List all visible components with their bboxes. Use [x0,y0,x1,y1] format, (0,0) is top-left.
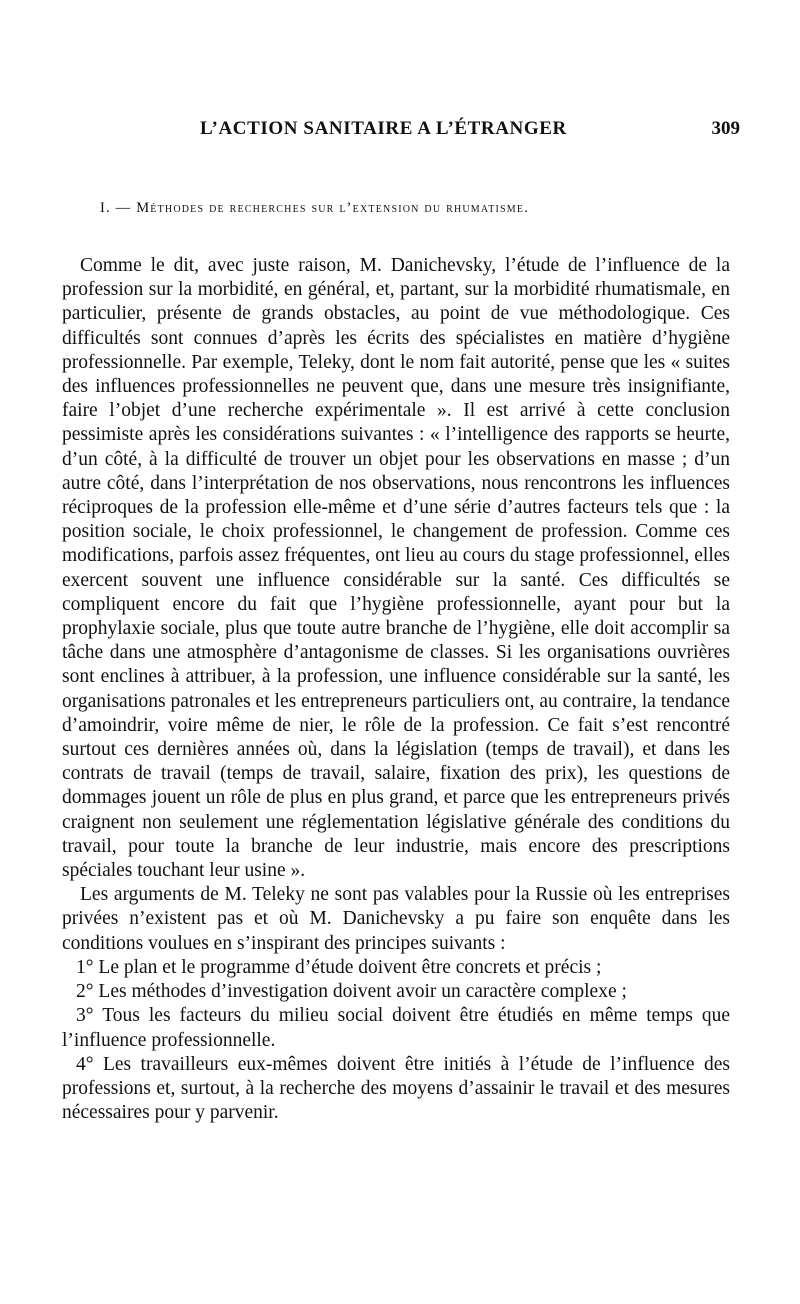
principle-item-2: 2° Les méthodes d’investigation doivent avoir un caractère complexe ; [76,981,627,1003]
body-text [62,254,730,1125]
paragraph-arguments: Les arguments de M. Teleky ne sont pas valables pour la Russie où les entreprises privées n’existent pas et où M. Danichevsky a pu faire son enquête dans les conditions voulues en s’inspirant des principes suivants : [62,884,730,954]
running-header [60,118,740,148]
paragraph-intro: Comme le dit, avec juste raison, M. Danichevsky, l’étude de l’influence de la profession sur la morbidité, en général, et, partant, sur la morbidité rhumatismale, en particulier, présente de grands obstacles, au point de vue méthodologique. Ces difficultés sont connues d’après les écrits des spécialistes en matière d’hygiène professionnelle. Par exemple, Teleky, dont le nom fait autorité, pense que les « suites des influences professionnelles ne peuvent que, dans une mesure très insignifiante, faire l’objet d’une recherche expérimentale ». Il est arrivé à cette conclusion pessimiste après les considérations suivantes : « l’intelligence des rapports se heurte, d’un côté, à la difficulté de trouver un objet pour les observations en masse ; d’un autre côté, dans l’interprétation de nos observations, nous rencontrons les influences réciproques de la profession elle-même et d’une série d’autres facteurs tels que : la position sociale, le choix professionnel, le changement de profession. Comme ces modifications, parfois assez fréquentes, ont lieu au cours du stage professionnel, elles exercent souvent une influence considérable sur la santé. Ces difficultés se compliquent encore du fait que l’hygiène professionnelle, ayant pour but la prophylaxie sociale, plus que toute autre branche de l’hygiène, elle doit accomplir sa tâche dans une atmosphère d’antagonisme de classes. Si les organisations ouvrières sont enclines à attribuer, à la profession, une influence considérable sur la santé, les organisations patronales et les entrepreneurs particuliers ont, au contraire, la tendance d’amoindrir, voire même de nier, le rôle de la profession. Ce fait s’est rencontré surtout ces dernières années où, dans la législation (temps de travail), et dans les contrats de travail (temps de travail, salaire, fixation des prix), les questions de dommages jouent un rôle de plus en plus grand, et parce que les entrepreneurs privés craignent non seulement une réglementation législative générale des conditions du travail, pour toute la branche de leur industrie, mais encore des prescriptions spéciales touchant leur usine ». [62,255,730,882]
section-heading: I. — Méthodes de recherches sur l’extension du rhumatisme. [100,200,530,216]
page-number: 309 [711,118,740,139]
running-title: L’ACTION SANITAIRE A L’ÉTRANGER [200,118,567,139]
principle-item-4: 4° Les travailleurs eux-mêmes doivent être initiés à l’étude de l’influence des professions et, surtout, à la recherche des moyens d’assainir le travail et des mesures nécessaires pour y parvenir. [62,1053,730,1124]
principle-item-1: 1° Le plan et le programme d’étude doivent être concrets et précis ; [76,956,602,978]
principle-item-3: 3° Tous les facteurs du milieu social doivent être étudiés en même temps que l’influence professionnelle. [62,1005,730,1051]
